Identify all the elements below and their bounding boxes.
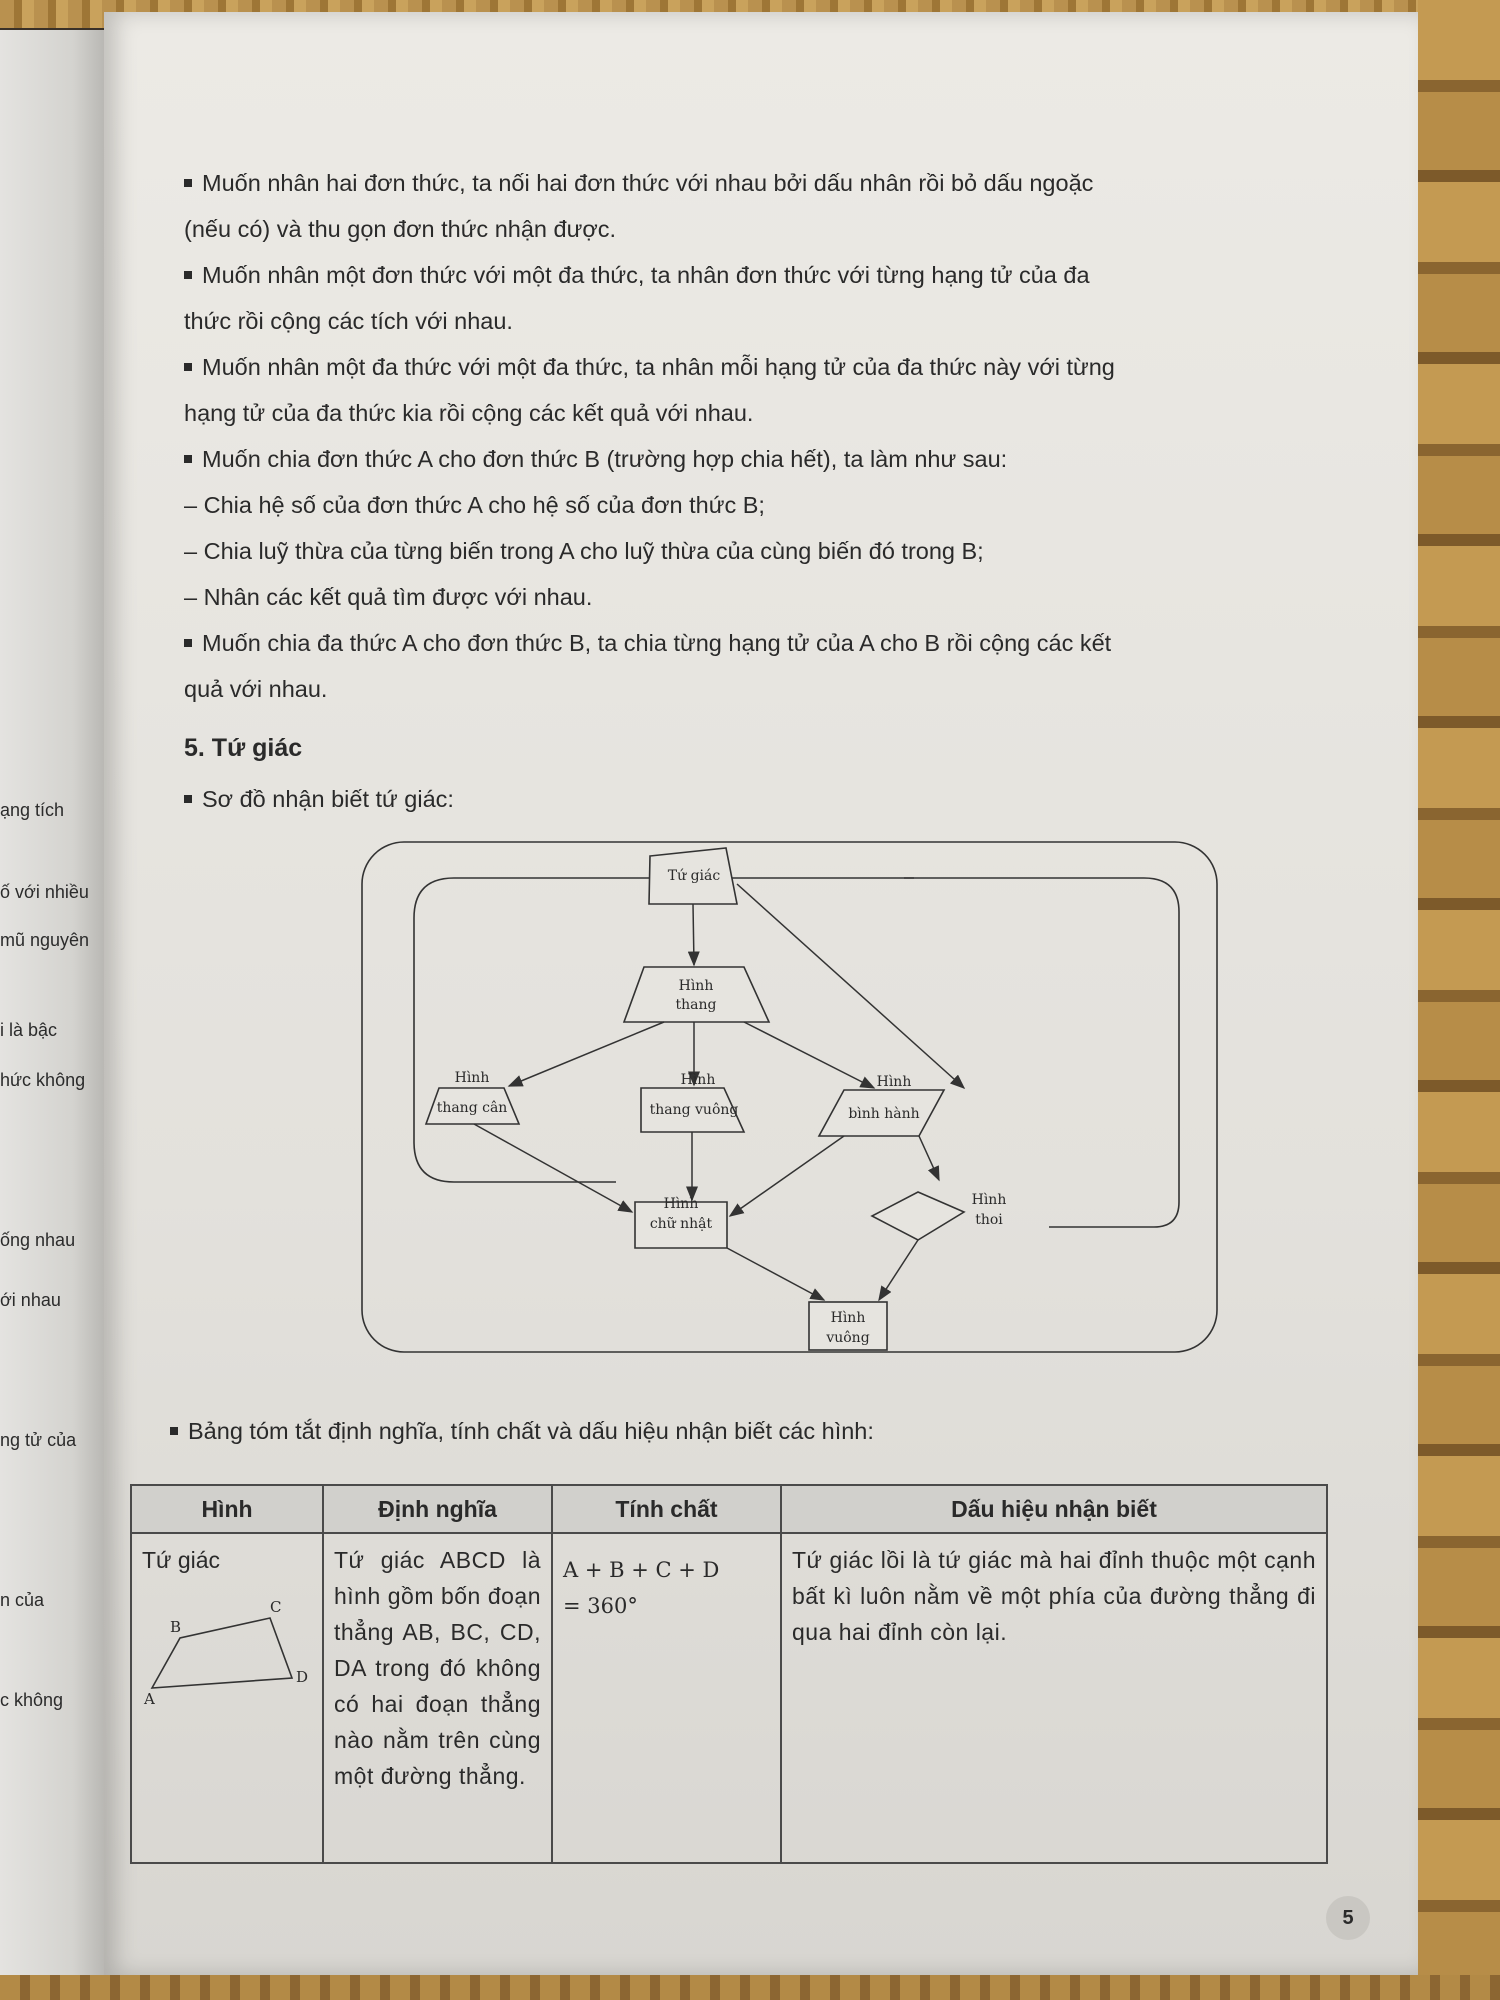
label-binh-hanh-2: bình hành [848, 1106, 920, 1122]
vertex-b: B [170, 1618, 182, 1636]
arrow-hinhthang-thangcan [509, 1022, 664, 1086]
shape-name: Tứ giác [142, 1547, 221, 1573]
label-chu-nhat-2: chữ nhật [649, 1216, 713, 1232]
node-thoi [872, 1192, 964, 1240]
division-step-3: – Nhân các kết quả tìm được với nhau. [184, 584, 593, 610]
table-caption: Bảng tóm tắt định nghĩa, tính chất và dấu hiệu nhận biết các hình: [170, 1418, 874, 1445]
cell-shape [131, 1533, 323, 1863]
label-thoi-2: thoi [975, 1212, 1003, 1228]
rule-polynomial-product-line1: Muốn nhân một đa thức với một đa thức, ta nhân mỗi hạng tử của đa thức này với từng [184, 354, 1115, 381]
cell-definition: Tứ giác ABCD là hình gồm bốn đoạn thẳng AB, BC, CD, DA trong đó không có hai đoạn thẳng nào nằm trên cùng một đường thẳng. [323, 1533, 552, 1863]
vertex-a: A [144, 1690, 155, 1708]
cell-property [552, 1533, 781, 1863]
arrow-thoi-vuong [879, 1240, 918, 1300]
cell-recognition-sign: Tứ giác lồi là tứ giác mà hai đỉnh thuộc một cạnh bất kì luôn nằm về một phía của đường thẳng đi qua hai đỉnh còn lại. [781, 1533, 1327, 1863]
quadrilateral-figure [142, 1578, 312, 1708]
vertex-d: D [296, 1668, 309, 1686]
arrow-tugiac-hinhthang [693, 904, 694, 965]
left-fragment: ạng tích [0, 800, 65, 820]
left-fragment: ố với nhiều [0, 882, 89, 902]
angle-sum-value: = 360° [563, 1594, 638, 1618]
vertex-c: C [270, 1598, 282, 1616]
label-hinh-thang-2: thang [675, 997, 717, 1013]
table-row [131, 1533, 1327, 1863]
left-fragment: ng tử của [0, 1430, 77, 1450]
page-number: 5 [1326, 1896, 1370, 1940]
arrow-thangcan-chunhat [474, 1124, 632, 1212]
label-binh-hanh-1: Hình [876, 1074, 912, 1090]
rule-monomial-division: Muốn chia đơn thức A cho đơn thức B (trường hợp chia hết), ta làm như sau: [184, 446, 1007, 473]
background-mat-bottom [0, 1975, 1500, 2000]
rule-monomial-polynomial-line1: Muốn nhân một đơn thức với một đa thức, ta nhân đơn thức với từng hạng tử của đa [184, 262, 1090, 289]
header-tinh-chat: Tính chất [552, 1485, 781, 1533]
left-fragment: ống nhau [0, 1230, 76, 1250]
arrow-binhhanh-chunhat [730, 1136, 844, 1216]
left-fragment: c không [0, 1690, 64, 1710]
rule-polynomial-division-line2: quả với nhau. [184, 676, 328, 702]
background-mat-right [1418, 0, 1500, 2000]
header-hinh: Hình [131, 1485, 323, 1533]
rule-monomial-product-line1: Muốn nhân hai đơn thức, ta nối hai đơn thức với nhau bởi dấu nhân rồi bỏ dấu ngoặc [184, 170, 1093, 197]
node-hinh-thang [624, 967, 769, 1022]
label-thang-vuong-2: thang vuông [649, 1102, 739, 1118]
header-dau-hieu: Dấu hiệu nhận biết [781, 1485, 1327, 1533]
arrow-chunhat-vuong [727, 1248, 824, 1300]
label-tu-giac: Tứ giác [667, 868, 721, 884]
section-title: 5. Tứ giác [184, 734, 303, 762]
label-vuong-1: Hình [830, 1310, 866, 1326]
left-page-edge [0, 30, 104, 1975]
division-step-1: – Chia hệ số của đơn thức A cho hệ số của đơn thức B; [184, 492, 765, 518]
label-thang-can-1: Hình [454, 1070, 490, 1086]
header-dinh-nghia: Định nghĩa [323, 1485, 552, 1533]
label-thang-vuong-1: Hình [680, 1072, 716, 1088]
label-chu-nhat-1: Hình [663, 1196, 699, 1212]
arrow-hinhthang-binhhanh [744, 1022, 874, 1088]
arrow-binhhanh-thoi [919, 1136, 939, 1180]
label-thoi-1: Hình [971, 1192, 1007, 1208]
diagram-caption: Sơ đồ nhận biết tứ giác: [184, 786, 454, 813]
left-fragment: mũ nguyên [0, 930, 90, 950]
table-header-row [131, 1485, 1327, 1533]
right-loop-border [904, 878, 1179, 1227]
rule-monomial-product-line2: (nếu có) và thu gọn đơn thức nhận được. [184, 216, 617, 242]
arrow-tugiac-binhhanh [737, 884, 964, 1088]
label-hinh-thang-1: Hình [678, 978, 714, 994]
textbook-page [104, 12, 1418, 1975]
angle-sum: A + B + C + D [563, 1558, 720, 1582]
summary-table [130, 1484, 1328, 1864]
left-fragment: i là bậc [0, 1020, 58, 1040]
label-vuong-2: vuông [826, 1330, 870, 1346]
rule-polynomial-division-line1: Muốn chia đa thức A cho đơn thức B, ta chia từng hạng tử của A cho B rồi cộng các kết [184, 630, 1111, 657]
division-step-2: – Chia luỹ thừa của từng biến trong A cho luỹ thừa của cùng biến đó trong B; [184, 538, 984, 564]
left-fragment: hức không [0, 1070, 86, 1090]
rule-polynomial-product-line2: hạng tử của đa thức kia rồi cộng các kết quả với nhau. [184, 400, 754, 426]
left-fragment: ới nhau [0, 1290, 61, 1310]
left-fragment: n của [0, 1590, 45, 1610]
rule-monomial-polynomial-line2: thức rồi cộng các tích với nhau. [184, 308, 513, 334]
label-thang-can-2: thang cân [436, 1100, 508, 1116]
